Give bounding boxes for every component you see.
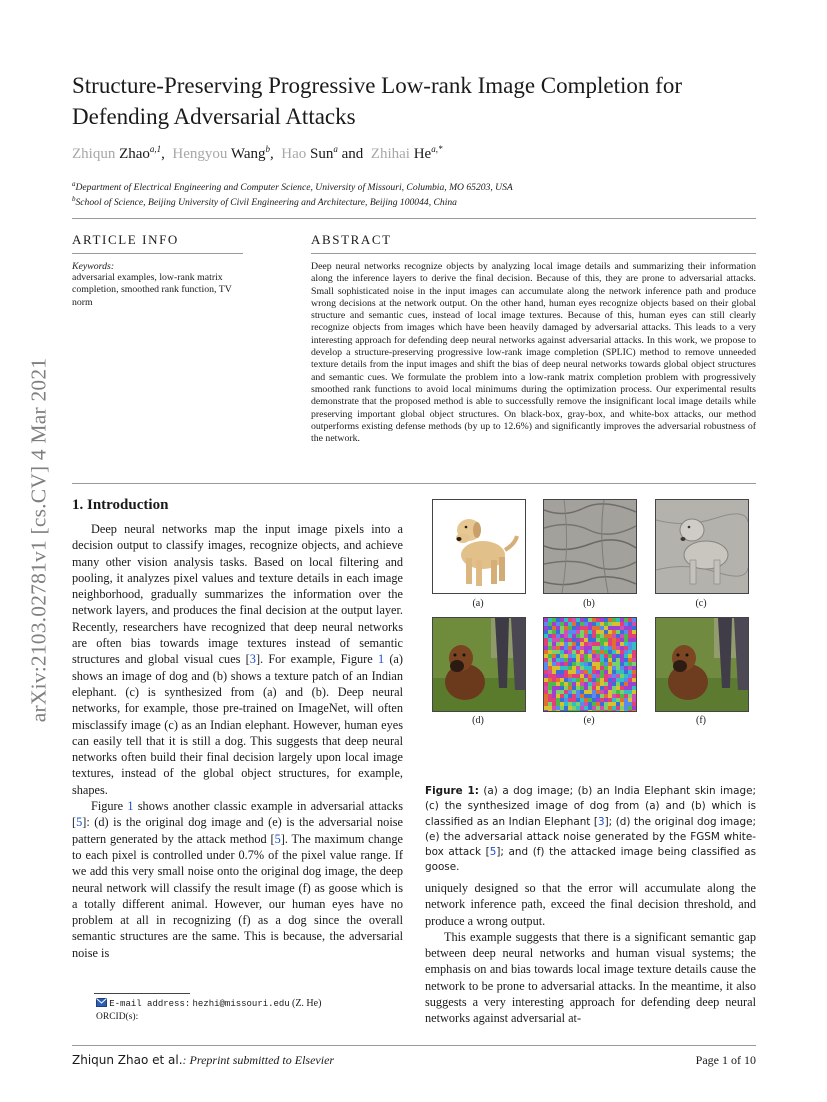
author-separator: , — [161, 146, 173, 162]
citation-link[interactable]: 3 — [249, 652, 256, 667]
author-affil-mark: b — [265, 144, 271, 154]
text-run: (a) a dog image; (b) an India Elephant skin image; (c) the synthesized image of dog from (a) and (b) which is classified as an Indian Elephant [ — [425, 785, 756, 828]
figure-caption — [425, 784, 756, 876]
text-run: ]; and (f) the attacked image being classified as goose. — [425, 846, 756, 874]
figure-label-d: (d) — [472, 715, 484, 726]
figure-label-c: (c) — [695, 598, 707, 609]
header-divider — [72, 218, 756, 219]
synthesized-dog-image — [656, 500, 748, 593]
adversarial-noise-image — [544, 618, 636, 711]
citation-link[interactable]: 5 — [274, 831, 281, 846]
affiliation-text: Department of Electrical Engineering and Computer Science, University of Missouri, Columbia, MO 65203, USA — [75, 182, 513, 194]
footer-author: Zhiqun Zhao et al. — [72, 1053, 183, 1067]
dog-image — [433, 500, 525, 593]
email-link[interactable]: hezhi@missouri.edu — [192, 999, 290, 1009]
figure-panel-b — [543, 499, 637, 594]
text-run: ]. For example, Figure — [255, 652, 378, 667]
affiliation-a — [72, 180, 513, 193]
keywords-list: adversarial examples, low-rank matrix completion, smoothed rank function, TV norm — [72, 272, 232, 308]
text-run: shows another classic example in adversarial attacks [ — [72, 799, 403, 830]
author-list — [72, 144, 442, 163]
abstract-rule — [311, 253, 756, 254]
figure-caption-label: Figure 1: — [425, 785, 479, 797]
text-run: ]: (d) is the original dog image and (e) is the adversarial noise pattern generated by the attack method [ — [72, 815, 403, 846]
arxiv-stamp — [22, 300, 56, 780]
author[interactable] — [371, 146, 443, 162]
email-label: E-mail address: — [109, 999, 191, 1009]
abstract-heading: ABSTRACT — [311, 232, 392, 247]
text-run: Deep neural networks map the input image pixels into a decision output to classify images, recognize objects, and achieve many other vision analysis tasks. Based on local filtering and pooling, it analyzes pixel values and texture details in each image neighborhood, gradually summarizes the information over the network layers, and produces the final decision at the output layer. Recently, researchers have recognized that deep neural networks are often bias towards image textures instead of semantic structures and global visual cues [ — [72, 522, 403, 667]
attacked-dog-photo — [656, 618, 748, 711]
citation-link[interactable]: 5 — [76, 815, 83, 830]
left-column — [72, 521, 403, 961]
figure-panel-c — [655, 499, 749, 594]
author-surname: He — [413, 146, 432, 162]
figure-label-b: (b) — [583, 598, 595, 609]
text-run: (a) shows an image of dog and (b) shows a texture patch of an Indian elephant. (c) is synthesized from (a) and (b). Deep neural networks, for example, those pre-trained on ImageNet, will often misclassify image (c) as an Indian elephant. However, human eyes can easily tell that it is still a dog. This suggests that deep neural networks often build their final decision largely upon local image textures, instead of the global object structures, for example, shapes. — [72, 652, 403, 797]
author-separator: and — [337, 146, 371, 162]
figure-panel-e — [543, 617, 637, 712]
author-affil-mark: a — [333, 144, 338, 154]
author-surname: Wang — [230, 146, 266, 162]
paragraph: This example suggests that there is a significant semantic gap between deep neural networks and human visual systems; the emphasis on and bias towards local image texture details cause the network to be prone to adversarial attacks. In the meantime, it also suggests a very interesting approach for defending deep neural networks against adversarial at- — [425, 929, 756, 1026]
author-given-name: Hengyou — [172, 146, 228, 162]
paragraph — [72, 798, 403, 961]
abstract-divider — [72, 483, 756, 484]
figure-panel-d — [432, 617, 526, 712]
affiliation-mark: b — [72, 195, 76, 203]
author-surname: Sun — [310, 146, 334, 162]
arxiv-stamp-text: arXiv:2103.02781v1 [cs.CV] 4 Mar 2021 — [26, 357, 51, 723]
keywords-label — [72, 261, 114, 272]
figure-link[interactable]: 1 — [127, 799, 134, 814]
citation-link[interactable]: 5 — [489, 846, 497, 859]
text-run: Figure — [91, 799, 128, 814]
envelope-icon — [96, 998, 107, 1007]
author-surname: Zhao — [119, 146, 150, 162]
paragraph — [72, 521, 403, 798]
author-given-name: Zhiqun — [72, 146, 116, 162]
author-separator: , — [270, 146, 282, 162]
affiliation-mark: a — [72, 180, 76, 188]
email-footnote — [96, 998, 321, 1009]
author[interactable] — [281, 146, 338, 162]
text-run: ]. The maximum change to each pixel is controlled under 0.7% of the pixel value range. If we add this very small noise onto the original dog image, the deep neural network will classify the result image (f) as goose which is a totally different animal. However, our human eyes have no problem at all in recognizing (f) as a dog since the overall semantic structures are the same. This is because, the adversarial noise is — [72, 831, 403, 960]
page-number: Page 1 of 10 — [695, 1053, 756, 1067]
author-affil-mark: a,1 — [149, 144, 162, 154]
paper-title: Structure-Preserving Progressive Low-rank Image Completion for Defending Adversarial Attacks — [72, 73, 682, 129]
keywords-label-text: Keywords — [72, 261, 111, 272]
footer-left — [72, 1053, 334, 1068]
article-info-rule — [72, 253, 243, 254]
figure-panel-f — [655, 617, 749, 712]
footnote-rule — [94, 993, 190, 994]
abstract-text: Deep neural networks recognize objects by analyzing local image details and summarizing their information along the inference layers to derive the final decision. Because of this, they are prone to adversarial attacks. Small sophisticated noise in the input images can accumulate along the network inference path and produce wrong decisions at the network output. On the other hand, human eyes recognize objects based on their global structure and semantic cues, instead of local image textures. Because of this, human eyes can still clearly recognize objects from images which have been heavily damaged by adversarial attacks. This leads to a very interesting approach for defending deep neural networks against adversarial attacks. In this work, we propose to develop a structure-preserving progressive low-rank image completion (SPLIC) method to remove unneeded texture details from the input images and shift the bias of deep neural networks towards global object structures and semantic cues. We formulate the problem into a low-rank matrix completion problem with progressively smoothed rank functions to avoid local minimums during the optimization process. Our experimental results demonstrate that the proposed method is able to successfully remove the insignificant local image details while preserving important global object structures. On black-box, gray-box, and white-box attacks, our method outperforms existing defense methods (by up to 12.6%) and significantly improves the adversarial robustness of the network. — [311, 261, 756, 445]
article-info-heading: ARTICLE INFO — [72, 232, 179, 247]
elephant-skin-image — [544, 500, 636, 593]
paragraph: uniquely designed so that the error will accumulate along the network inference path, exceed the final decision threshold, and produce a wrong output. — [425, 881, 756, 928]
author-given-name: Hao — [281, 146, 307, 162]
figure-label-e: (e) — [583, 715, 595, 726]
footer-divider — [72, 1045, 756, 1046]
right-column — [425, 880, 756, 1027]
orcid-footnote: ORCID(s): — [96, 1012, 139, 1022]
citation-link[interactable]: 3 — [597, 815, 605, 828]
figure-link[interactable]: 1 — [377, 652, 385, 667]
author[interactable] — [72, 146, 161, 162]
original-dog-photo — [433, 618, 525, 711]
email-owner: (Z. He) — [291, 998, 322, 1009]
figure-label-a: (a) — [472, 598, 484, 609]
author[interactable] — [172, 146, 270, 162]
section-heading-introduction: 1. Introduction — [72, 497, 169, 513]
affiliation-text: School of Science, Beijing University of Civil Engineering and Architecture, Beijing 100044, China — [75, 197, 457, 209]
author-given-name: Zhihai — [370, 146, 410, 162]
footer-journal: : Preprint submitted to Elsevier — [182, 1053, 335, 1067]
figure-panel-a — [432, 499, 526, 594]
text-run: ]; (d) the original dog image; (e) the adversarial attack noise generated by the FGSM white-box attack [ — [425, 815, 757, 859]
keywords-colon: : — [110, 261, 115, 272]
author-affil-mark: a,* — [431, 144, 443, 154]
affiliation-b — [72, 195, 457, 208]
figure-label-f: (f) — [696, 715, 706, 726]
